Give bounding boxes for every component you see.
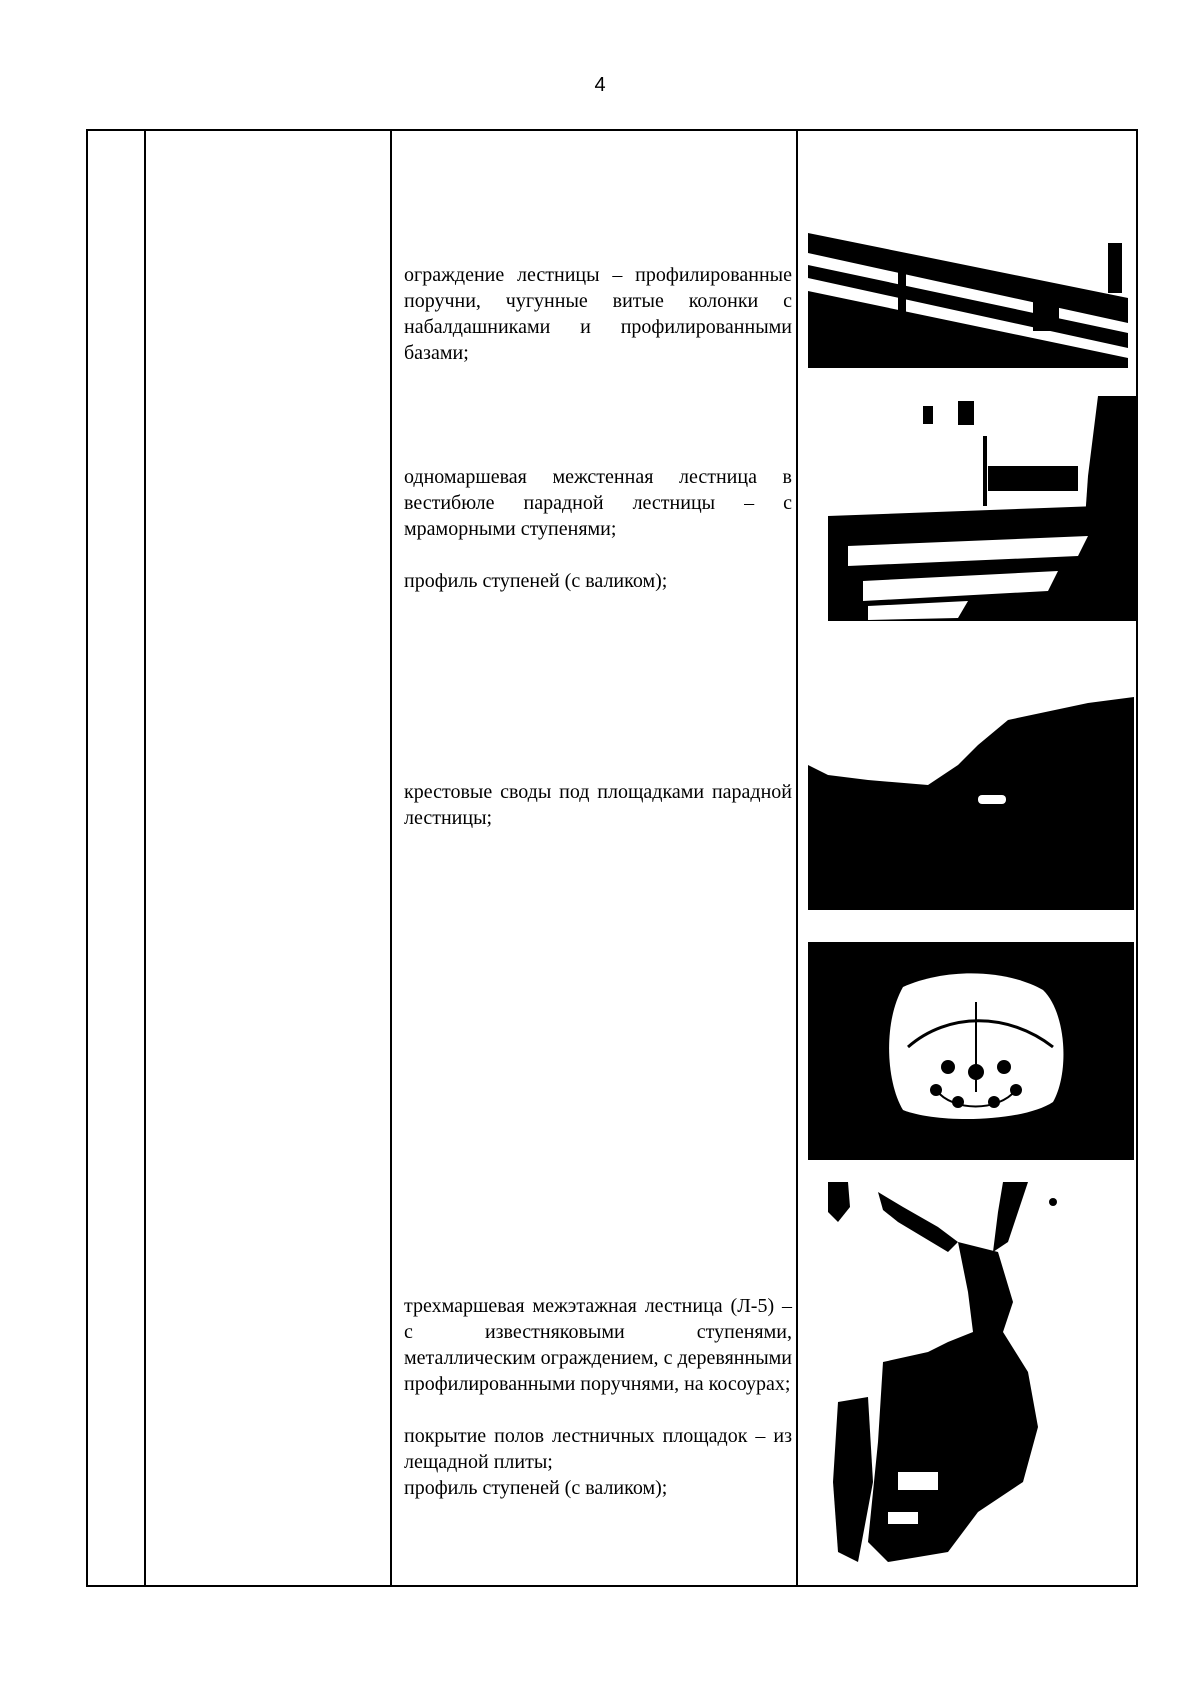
three-flight-stair-photo [828,1182,1068,1567]
entry-2-description [404,464,792,594]
entry-5-paragraph-3: профиль ступеней (с валиком); [404,1477,668,1499]
chandelier-ceiling-photo [808,942,1134,1160]
page-number: 4 [594,74,606,96]
cross-vault-photo [808,685,1134,910]
entry-5-paragraph-2: покрытие полов лестничных площадок – из лещадной плиты; [404,1425,792,1473]
entry-3-paragraph-1: крестовые своды под площадками парадной лестницы; [404,781,792,829]
entry-1-description [404,262,792,366]
entry-2-paragraph-1: одномаршевая межстенная лестница в вестибюле парадной лестницы – с мраморными ступенями; [404,466,792,540]
railing-photo [808,223,1128,368]
heritage-table [86,129,1138,1587]
entry-5-description [404,1293,792,1501]
column-divider-3 [796,131,798,1585]
entry-2-paragraph-2: профиль ступеней (с валиком); [404,570,668,592]
marble-stair-photo [808,396,1138,621]
entry-5-paragraph-1: трехмаршевая межэтажная лестница (Л-5) – с известняковыми ступенями, металлическим ограждением, с деревянными профилированными поручнями, на косоурах; [404,1295,792,1395]
entry-1-paragraph-1: ограждение лестницы – профилированные поручни, чугунные витые колонки с набалдашниками и профилированными базами; [404,264,792,364]
column-divider-2 [390,131,392,1585]
column-divider-1 [144,131,146,1585]
entry-3-description [404,779,792,831]
